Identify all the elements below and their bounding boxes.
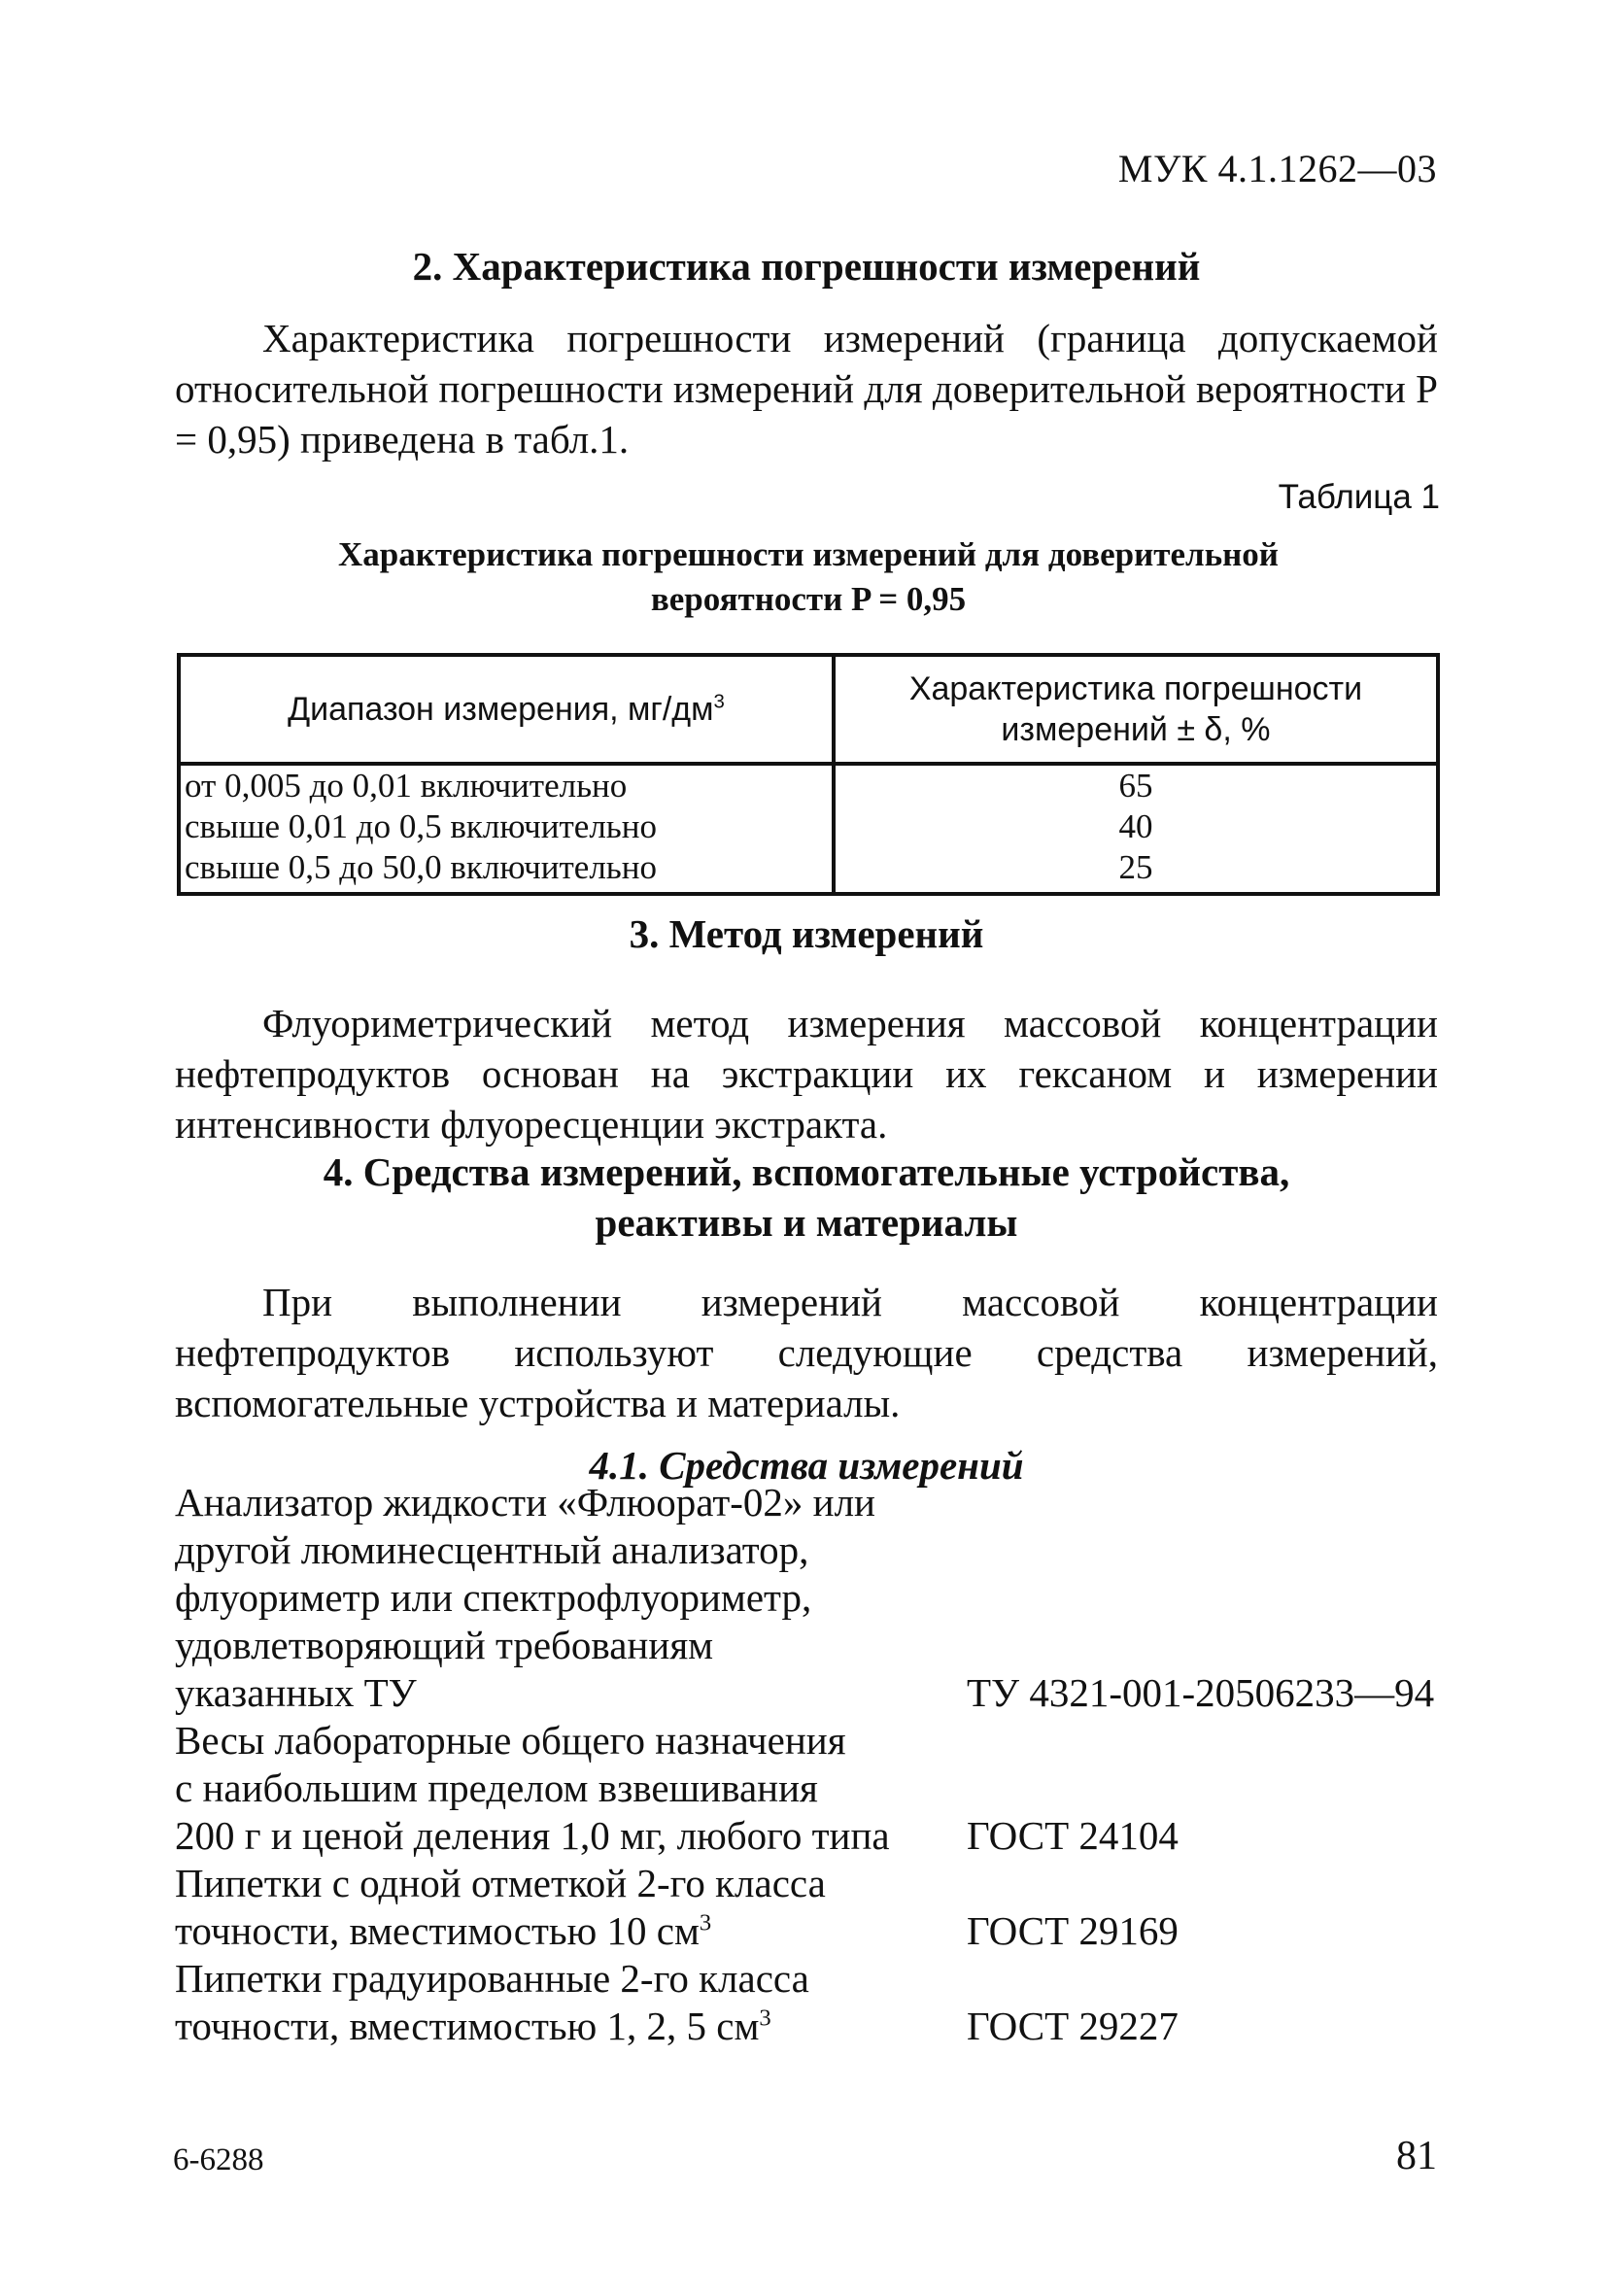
section-2 <box>175 241 1438 464</box>
instrument-description: Пипетки с одной отметкой 2-го класса точности, вместимостью 10 $см^3$ <box>175 1861 826 1953</box>
instrument-standard: ГОСТ 24104 <box>967 1813 1179 1858</box>
instrument-standard: ТУ 4321-001-20506233—94 <box>967 1670 1435 1715</box>
section-4 <box>175 1147 1438 1489</box>
page-number: 81 <box>1396 2134 1437 2178</box>
list-item <box>175 1860 1438 1955</box>
table-label: Таблица 1 <box>1278 478 1440 516</box>
instrument-description: Анализатор жидкости «Флюорат-02» или другой люминесцентный анализатор, флуориметр или спектрофлуориметр, удовлетворяющий требованиям указанных ТУ <box>175 1480 876 1715</box>
list-item <box>175 1955 1438 2050</box>
table-header-range: Диапазон измерения, $мг/дм^3$ <box>179 655 834 764</box>
instrument-description: Весы лабораторные общего назначения с наибольшим пределом взвешивания 200 г и ценой деления 1,0 мг, любого типа <box>175 1718 890 1858</box>
instruments-list <box>175 1479 1438 2050</box>
value-cell: 40 <box>834 806 1438 847</box>
table-row <box>179 764 1438 806</box>
section-2-title: 2. Характеристика погрешности измерений <box>412 244 1201 289</box>
section-4-text: При выполнении измерений массовой концентрации нефтепродуктов используют следующие средства измерений, вспомогательные устройства и материалы. <box>175 1280 1438 1425</box>
section-4-title-line2: реактивы и материалы <box>595 1200 1018 1245</box>
section-4-title-line1: 4. Средства измерений, вспомогательные устройства, <box>323 1149 1290 1194</box>
section-3 <box>175 908 1438 1149</box>
document-id-header: МУК 4.1.1262—03 <box>1117 147 1437 190</box>
print-code: 6-6288 <box>173 2142 264 2177</box>
table-1-block <box>177 478 1440 896</box>
instrument-standard: ГОСТ 29227 <box>967 2004 1179 2048</box>
range-cell: свыше 0,5 до 50,0 включительно <box>179 847 834 894</box>
error-characteristics-table <box>177 653 1440 896</box>
table-header-error: Характеристика погрешности измерений ± δ, % <box>834 655 1438 764</box>
range-cell: от 0,005 до 0,01 включительно <box>179 764 834 806</box>
section-3-text: Флуориметрический метод измерения массовой концентрации нефтепродуктов основан на экстракции их гексаном и измерении интенсивности флуоресценции экстракта. <box>175 1001 1438 1147</box>
subsection-4-1-title: 4.1. Средства измерений <box>589 1443 1024 1488</box>
section-2-text: Характеристика погрешности измерений (граница допускаемой относительной погрешности измерений для доверительной вероятности P = 0,95) приведена в табл.1. <box>175 316 1438 462</box>
table-title: Характеристика погрешности измерений для доверительной вероятности P = 0,95 <box>338 535 1279 618</box>
section-3-title: 3. Метод измерений <box>629 911 984 956</box>
range-cell: свыше 0,01 до 0,5 включительно <box>179 806 834 847</box>
value-cell: 25 <box>834 847 1438 894</box>
instrument-description: Пипетки градуированные 2-го класса точности, вместимостью 1, 2, 5 $см^3$ <box>175 1956 809 2048</box>
list-item <box>175 1479 1438 1717</box>
table-row <box>179 847 1438 894</box>
list-item <box>175 1717 1438 1860</box>
value-cell: 65 <box>834 764 1438 806</box>
instrument-standard: ГОСТ 29169 <box>967 1908 1179 1953</box>
table-row <box>179 806 1438 847</box>
